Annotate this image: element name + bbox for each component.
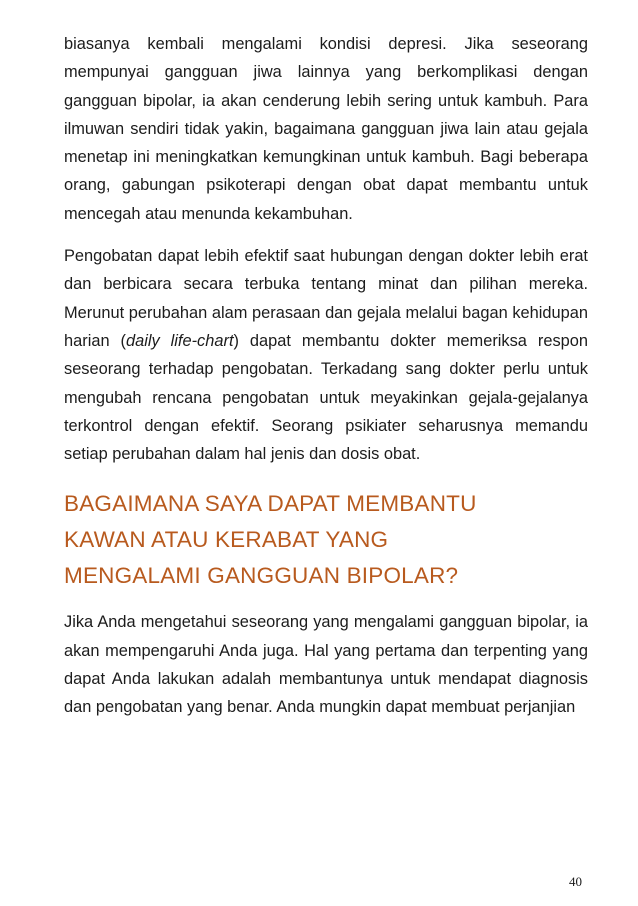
paragraph-2-text-start: Pengobatan dapat lebih efektif saat hubungan dengan dokter lebih erat dan berbicara secara terbuka tentang minat dan pilihan mereka. Merunut perubahan alam perasaan dan gejala melalui bagan kehidupan harian ( (64, 247, 588, 350)
page-content (64, 30, 588, 722)
page-number: 40 (569, 874, 582, 889)
section-heading (64, 486, 588, 594)
heading-line-3: MENGALAMI GANGGUAN BIPOLAR? (64, 563, 459, 589)
heading-line-1: BAGAIMANA SAYA DAPAT MEMBANTU (64, 491, 477, 517)
daily-life-chart-term: daily life-chart (125, 331, 234, 350)
body-paragraph-2 (64, 242, 588, 468)
paragraph-2-text-end: ) dapat membantu dokter memeriksa respon seseorang terhadap pengobatan. Terkadang sang dokter perlu untuk mengubah rencana pengobatan untuk meyakinkan gejala-gejalanya terkontrol dengan efektif. Seorang psikiater seharusnya memandu setiap perubahan dalam hal jenis dan dosis obat. (64, 331, 588, 464)
body-paragraph-3: Jika Anda mengetahui seseorang yang mengalami gangguan bipolar, ia akan mempengaruhi Anda juga. Hal yang pertama dan terpenting yang dapat Anda lakukan adalah membantunya untuk mendapat diagnosis dan pengobatan yang benar. Anda mungkin dapat membuat perjanjian (64, 613, 588, 717)
heading-line-2: KAWAN ATAU KERABAT YANG (64, 527, 389, 553)
body-paragraph-1: biasanya kembali mengalami kondisi depresi. Jika seseorang mempunyai gangguan jiwa lainnya yang berkomplikasi dengan gangguan bipolar, ia akan cenderung lebih sering untuk kambuh. Para ilmuwan sendiri tidak yakin, bagaimana gangguan jiwa lain atau gejala menetap ini meningkatkan kemungkinan untuk kambuh. Bagi beberapa orang, gabungan psikoterapi dengan obat dapat membantu untuk mencegah atau menunda kekambuhan. (64, 35, 588, 223)
